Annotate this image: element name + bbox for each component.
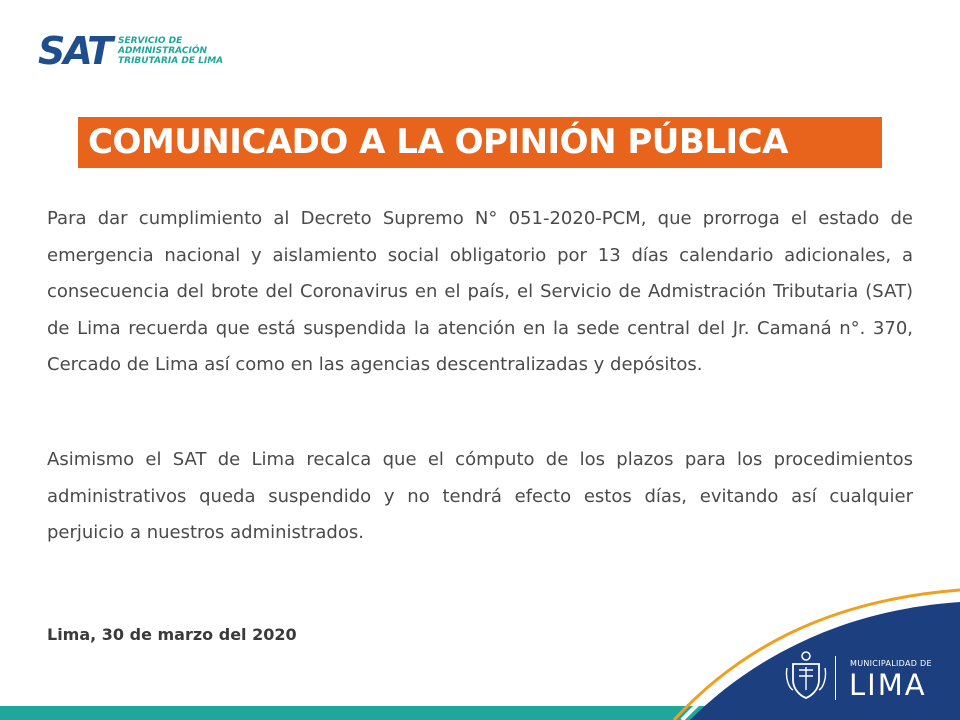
- sat-tagline-line: ADMINISTRACIÓN: [118, 46, 207, 56]
- municipality-name: LIMA: [849, 668, 927, 702]
- footer-divider: [835, 656, 836, 700]
- date-signoff: Lima, 30 de marzo del 2020: [47, 625, 297, 644]
- body-paragraph-2: Asimismo el SAT de Lima recalca que el cómputo de los plazos para los procedimientos administrativos queda suspendido y no tendrá efecto estos días, evitando así cualquier perjuicio a nuestros administrados.: [47, 449, 913, 543]
- title-banner: [78, 117, 882, 168]
- lima-coat-of-arms-icon: [785, 650, 827, 700]
- page-title: COMUNICADO A LA OPINIÓN PÚBLICA: [88, 122, 788, 162]
- sat-tagline-line: TRIBUTARIA DE LIMA: [118, 56, 224, 66]
- sat-tagline-line: SERVICIO DE: [118, 36, 183, 46]
- sat-logo-tagline: [118, 36, 258, 66]
- municipality-label: MUNICIPALIDAD DE: [850, 659, 932, 668]
- body-paragraph-1: Para dar cumplimiento al Decreto Supremo N° 051-2020-PCM, que prorroga el estado de emergencia nacional y aislamiento social obligatorio por 13 días calendario adicionales, a consecuencia del brote del Coronavirus en el país, el Servicio de Admistración Tributaria (SAT) de Lima recuerda que está suspendida la atención en la sede central del Jr. Camaná n°. 370, Cercado de Lima así como en las agencias descentralizadas y depósitos.: [47, 208, 913, 375]
- sat-logo-word: SAT: [38, 29, 112, 73]
